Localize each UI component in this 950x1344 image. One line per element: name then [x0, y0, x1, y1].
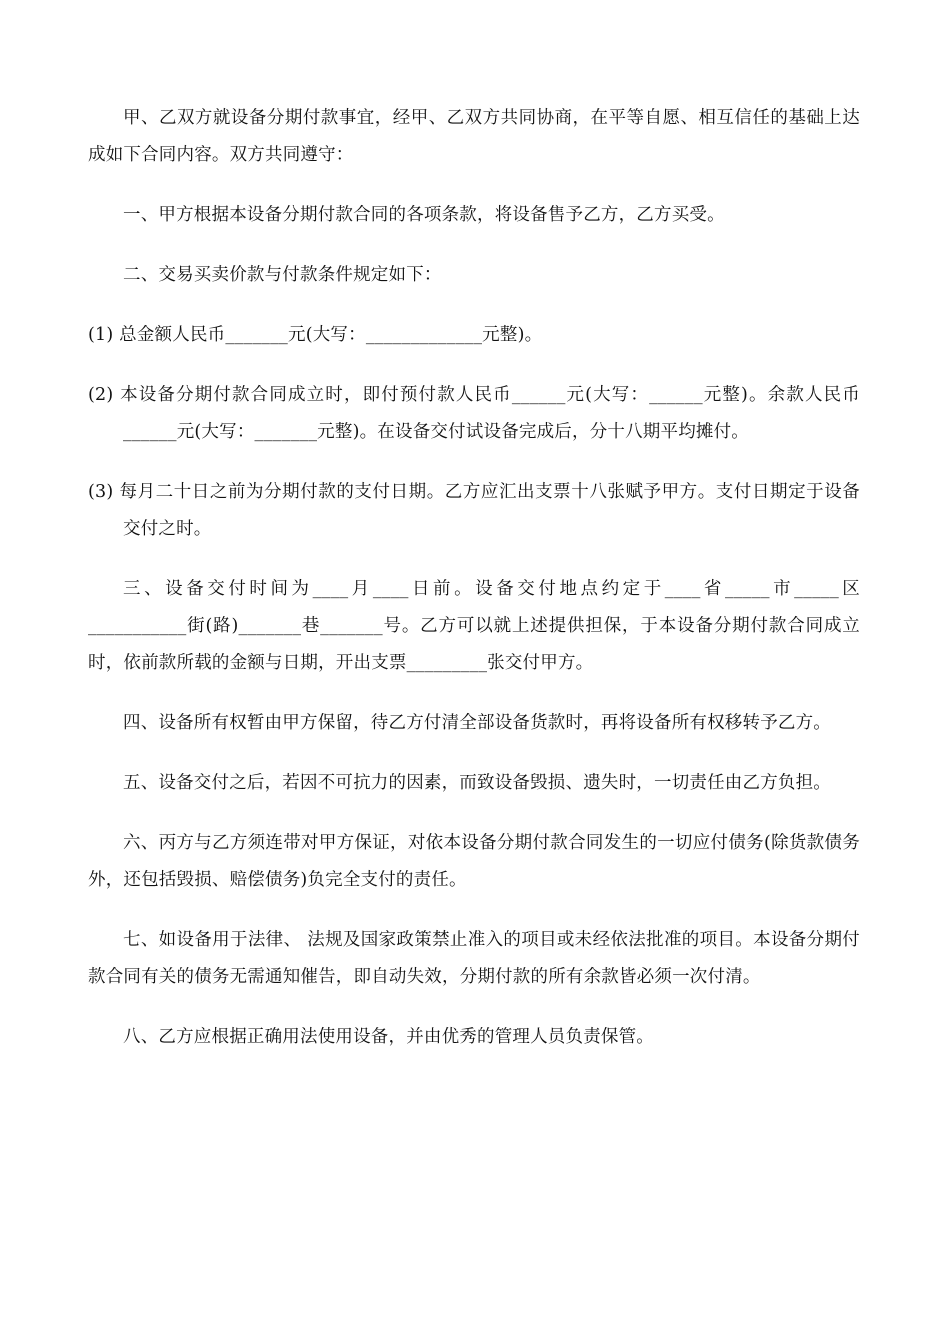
clause-2-item-1: (1) 总金额人民币_______元(大写：_____________元整)。: [88, 325, 543, 345]
clause-1: 一、甲方根据本设备分期付款合同的各项条款，将设备售予乙方，乙方买受。: [123, 205, 725, 225]
contract-body: [88, 100, 860, 1079]
clause-6: 六、丙方与乙方须连带对甲方保证，对依本设备分期付款合同发生的一切应付债务(除货款债务外，还包括毁损、赔偿债务)负完全支付的责任。: [88, 833, 860, 890]
clause-2-item-2: (2) 本设备分期付款合同成立时，即付预付款人民币______元(大写：______元整)。余款人民币______元(大写：_______元整)。在设备交付试设备完成后，分十八期平均摊付。: [88, 385, 860, 442]
clause-3: 三、设备交付时间为____月____日前。设备交付地点约定于____省_____市_____区___________街(路)_______巷_______号。乙方可以就上述提供担保，于本设备分期付款合同成立时，依前款所载的金额与日期，开出支票_________张交付甲方。: [88, 579, 860, 673]
clause-2-item-3: (3) 每月二十日之前为分期付款的支付日期。乙方应汇出支票十八张赋予甲方。支付日期定于设备交付之时。: [88, 482, 860, 539]
clause-2: 二、交易买卖价款与付款条件规定如下：: [123, 265, 442, 285]
clause-5: 五、设备交付之后，若因不可抗力的因素，而致设备毁损、遗失时，一切责任由乙方负担。: [123, 773, 831, 793]
clause-7: 七、如设备用于法律、 法规及国家政策禁止准入的项目或未经依法批准的项目。本设备分期付款合同有关的债务无需通知催告，即自动失效，分期付款的所有余款皆必须一次付清。: [88, 930, 860, 987]
clause-8: 八、乙方应根据正确用法使用设备，并由优秀的管理人员负责保管。: [123, 1027, 654, 1047]
clause-4: 四、设备所有权暂由甲方保留，待乙方付清全部设备货款时，再将设备所有权移转予乙方。: [123, 713, 831, 733]
intro-paragraph: 甲、乙双方就设备分期付款事宜，经甲、乙双方共同协商，在平等自愿、相互信任的基础上达成如下合同内容。双方共同遵守：: [88, 108, 860, 165]
